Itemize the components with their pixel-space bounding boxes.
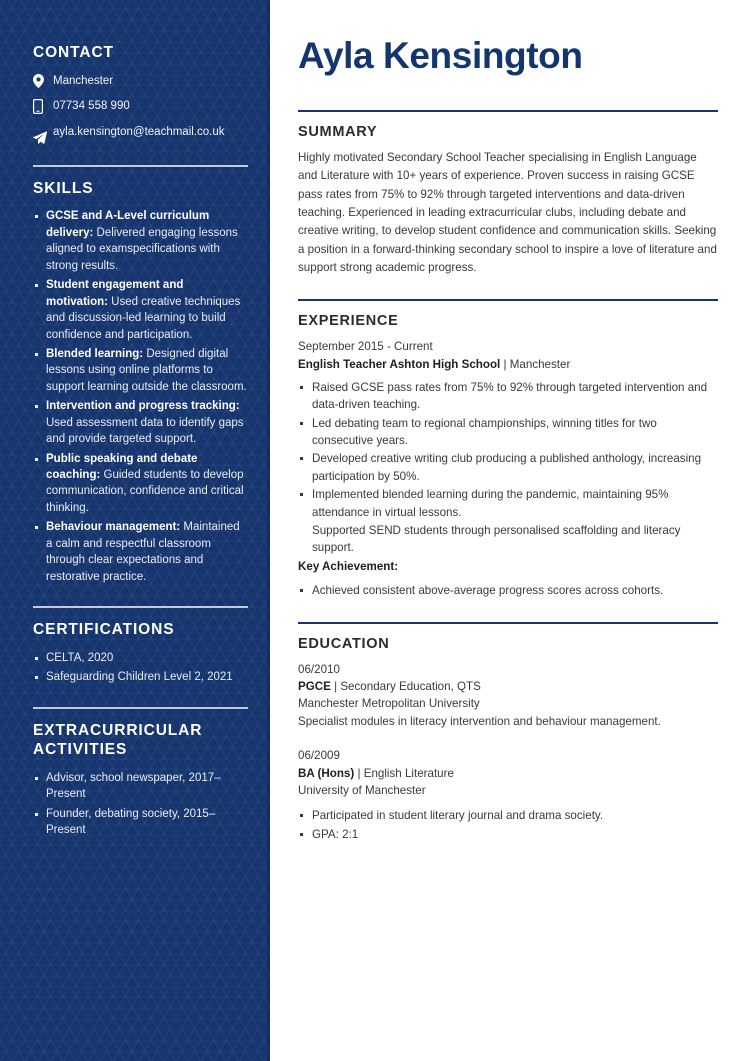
job-location: Manchester — [509, 357, 571, 371]
list-item — [33, 398, 248, 447]
skill-detail: Delivered engaging lessons aligned to examspecifications with strong results. — [46, 226, 238, 272]
extracurricular-divider — [33, 707, 248, 709]
education-date: 06/2010 — [298, 662, 340, 676]
sidebar-section-skills — [33, 165, 248, 586]
skill-detail: Designed digital lessons using online platforms to support learning outside the classroom. — [46, 347, 247, 393]
sidebar-section-contact — [33, 0, 248, 144]
list-item — [33, 346, 248, 395]
list-item-continuation: Supported SEND students through personalised scaffolding and literacy support. — [312, 524, 681, 555]
sidebar — [0, 0, 270, 1061]
list-item: Achieved consistent above-average progress scores across cohorts. — [298, 582, 718, 599]
mobile-phone-icon — [33, 98, 53, 114]
skill-detail: Guided students to develop communication, confidence and critical thinking. — [46, 469, 244, 514]
education-heading: EDUCATION — [298, 635, 390, 652]
skills-heading: SKILLS — [33, 179, 94, 197]
list-item: Safeguarding Children Level 2, 2021 — [33, 669, 248, 685]
experience-divider — [298, 299, 718, 301]
skills-list — [33, 208, 248, 585]
job-date: September 2015 - Current — [298, 340, 433, 354]
certifications-heading: CERTIFICATIONS — [33, 621, 175, 639]
page-title: Ayla Kensington — [298, 35, 583, 76]
contact-row-phone — [33, 98, 248, 114]
experience-heading: EXPERIENCE — [298, 313, 399, 330]
education-entry — [298, 661, 718, 731]
contact-row-location — [33, 73, 248, 89]
skill-detail: Used creative techniques and discussion-led learning to build confidence and participation. — [46, 295, 241, 341]
key-achievement-bullets — [298, 582, 718, 599]
education-entry — [298, 747, 718, 843]
list-item: Led debating team to regional championships, winning titles for two consecutive years. — [298, 415, 718, 450]
contact-phone-text: 07734 558 990 — [53, 100, 130, 113]
skill-title: Behaviour management: — [46, 521, 181, 534]
skill-detail: Used assessment data to identify gaps and provide targeted support. — [46, 416, 244, 446]
certifications-list — [33, 650, 248, 686]
education-bullets — [298, 807, 718, 843]
list-item — [33, 451, 248, 517]
paper-plane-icon — [33, 124, 53, 144]
list-item: Implemented blended learning during the pandemic, maintaining 95% attendance in virtual lessons. — [298, 486, 718, 521]
list-item — [33, 208, 248, 274]
list-item: GPA: 2:1 — [298, 826, 718, 843]
contact-email-text: ayla.kensington@teachmail.co.uk — [53, 125, 225, 138]
experience-bullets — [298, 379, 718, 557]
job-role: English Teacher Ashton High School — [298, 357, 501, 371]
list-item: Advisor, school newspaper, 2017–Present — [33, 770, 248, 803]
list-item: Raised GCSE pass rates from 75% to 92% through targeted intervention and data-driven teaching. — [298, 379, 718, 414]
contact-row-email — [33, 124, 248, 144]
contact-heading: CONTACT — [33, 44, 114, 61]
education-separator: | — [330, 680, 341, 693]
location-pin-icon — [33, 73, 53, 88]
extracurricular-list — [33, 770, 248, 839]
education-institution: University of Manchester — [298, 783, 426, 797]
education-date: 06/2009 — [298, 749, 340, 763]
education-degree: BA (Hons) — [298, 766, 355, 780]
main-content — [270, 0, 750, 1061]
list-item: Developed creative writing club producing a published anthology, increasing participation by 50%. — [298, 450, 718, 485]
job-title-line — [298, 356, 718, 373]
sidebar-section-certifications — [33, 606, 248, 686]
list-item — [33, 519, 248, 585]
list-item: Participated in student literary journal and drama society. — [298, 807, 718, 824]
education-field: English Literature — [363, 766, 454, 780]
skills-divider — [33, 165, 248, 167]
sidebar-section-extracurricular — [33, 707, 248, 839]
contact-location-text: Manchester — [53, 74, 114, 87]
list-item — [33, 277, 248, 343]
summary-heading: SUMMARY — [298, 123, 378, 140]
summary-text: Highly motivated Secondary School Teacher specialising in English Language and Literature with 10+ years of experience. Proven success in raising GCSE pass rates from 75% to 92% through targeted interventions and data-driven teaching. Experienced in leading extracurricular clubs, including debate and creative writing, to develop student confidence and communication skills. Seeking a position in a forward-thinking secondary school to inspire a love of literature and support strong academic progress. — [298, 150, 717, 274]
education-degree-line — [298, 765, 718, 782]
skill-title: Blended learning: — [46, 347, 144, 360]
section-experience — [298, 299, 718, 599]
section-summary — [298, 110, 718, 277]
section-education — [298, 622, 718, 844]
experience-entry — [298, 338, 718, 599]
skill-title: Public speaking and debate coaching: — [46, 452, 198, 482]
list-item: Founder, debating society, 2015–Present — [33, 806, 248, 839]
education-divider — [298, 622, 718, 624]
education-degree: PGCE — [298, 680, 331, 693]
skill-title: Intervention and progress tracking: — [46, 400, 240, 413]
skill-title: Student engagement and motivation: — [46, 279, 184, 308]
skill-title: GCSE and A-Level curriculum delivery: — [46, 210, 210, 239]
list-item: CELTA, 2020 — [33, 650, 248, 666]
education-note: Specialist modules in literacy intervention and behaviour management. — [298, 714, 661, 728]
summary-divider — [298, 110, 718, 112]
key-achievement-label: Key Achievement: — [298, 559, 399, 573]
extracurricular-heading: EXTRACURRICULAR ACTIVITIES — [33, 721, 203, 758]
skill-detail: Maintained a calm and respectful classroom through clear expectations and restorative practice. — [46, 521, 240, 583]
education-separator: | — [354, 766, 364, 780]
education-field: Secondary Education, QTS — [340, 680, 481, 693]
job-separator: | — [500, 357, 510, 371]
education-degree-line — [298, 678, 718, 695]
certifications-divider — [33, 606, 248, 608]
education-institution: Manchester Metropolitan University — [298, 697, 480, 711]
